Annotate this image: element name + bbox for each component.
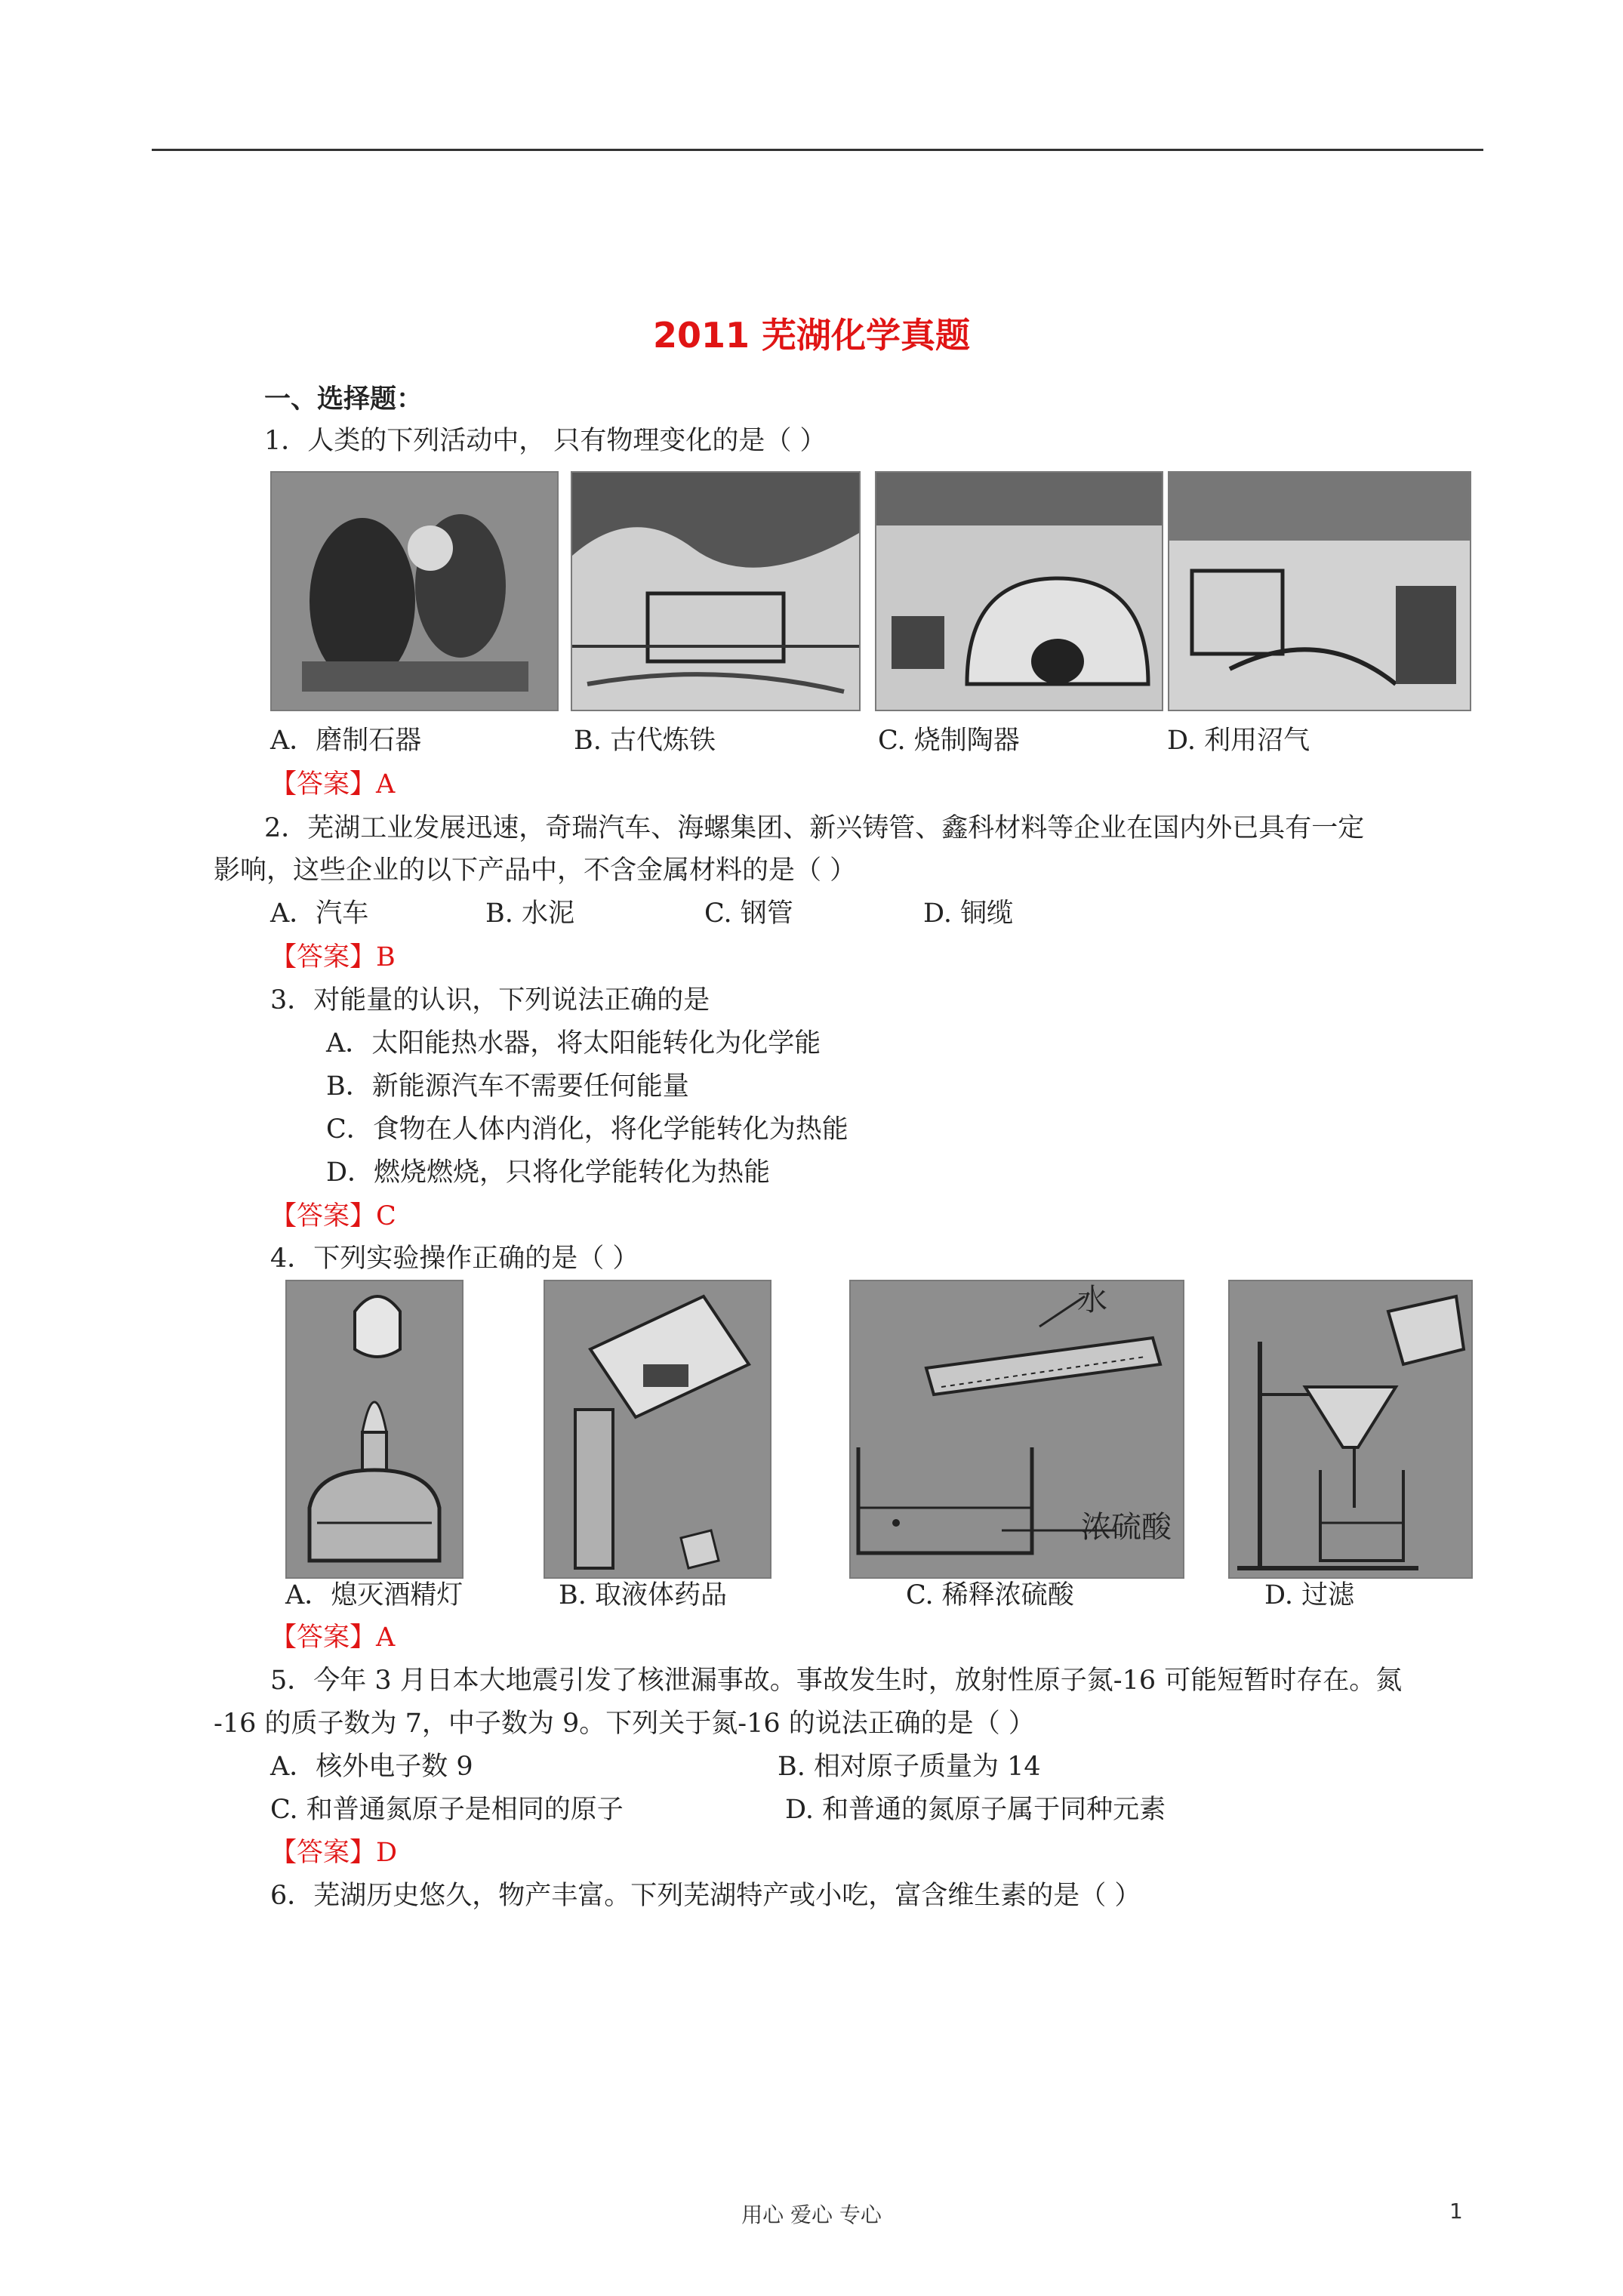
q1-stem: 1．人类的下列活动中， 只有物理变化的是（ ） <box>264 426 827 456</box>
q4-stem: 4．下列实验操作正确的是（ ） <box>270 1244 639 1274</box>
q1-image-b <box>571 471 861 711</box>
q4-option-b: B. 取液体药品 <box>559 1580 727 1610</box>
q2-stem-line2: 影响，这些企业的以下产品中，不含金属材料的是（ ） <box>214 855 857 886</box>
q5-stem-line2: -16 的质子数为 7，中子数为 9。下列关于氮-16 的说法正确的是（ ） <box>214 1709 1035 1739</box>
q3-option-d: D．燃烧燃烧，只将化学能转化为热能 <box>326 1157 771 1188</box>
q5-option-a: A．核外电子数 9 <box>270 1752 473 1782</box>
q1-answer: 【答案】A <box>270 769 396 800</box>
q4-image-a-alcohol-lamp <box>285 1280 463 1579</box>
q4-answer: 【答案】A <box>270 1623 396 1653</box>
q2-option-c: C. 钢管 <box>704 898 793 929</box>
q3-option-a: A．太阳能热水器，将太阳能转化为化学能 <box>326 1028 821 1059</box>
q3-option-c: C．食物在人体内消化，将化学能转化为热能 <box>326 1114 848 1145</box>
q2-option-d: D. 铜缆 <box>923 898 1014 929</box>
q4-option-d: D. 过滤 <box>1264 1580 1355 1610</box>
q4-option-a: A．熄灭酒精灯 <box>285 1580 463 1610</box>
q5-answer: 【答案】D <box>270 1838 398 1868</box>
q4-image-d-filtration <box>1228 1280 1473 1579</box>
q3-answer: 【答案】C <box>270 1201 396 1231</box>
q1-option-d: D. 利用沼气 <box>1167 726 1310 756</box>
header-rule <box>152 149 1483 151</box>
q1-option-c: C. 烧制陶器 <box>878 726 1020 756</box>
q3-option-b: B．新能源汽车不需要任何能量 <box>326 1071 689 1102</box>
q1-image-a <box>270 471 559 711</box>
figure-label-acid: 浓硫酸 <box>1081 1510 1172 1545</box>
q1-option-a: A．磨制石器 <box>270 726 422 756</box>
q1-image-c <box>875 471 1163 711</box>
q2-answer: 【答案】B <box>270 942 396 972</box>
q4-option-c: C. 稀释浓硫酸 <box>906 1580 1074 1610</box>
q5-stem-line1: 5．今年 3 月日本大地震引发了核泄漏事故。事故发生时，放射性原子氮-16 可能短暂时存在。氮 <box>270 1666 1403 1696</box>
q4-image-c-dilute-acid <box>849 1280 1184 1579</box>
page-number: 1 <box>1449 2199 1463 2224</box>
q6-stem: 6．芜湖历史悠久，物产丰富。下列芜湖特产或小吃，富含维生素的是（ ） <box>270 1881 1141 1911</box>
q1-image-d <box>1168 471 1471 711</box>
q5-option-c: C. 和普通氮原子是相同的原子 <box>270 1795 624 1825</box>
footer-motto: 用心 爱心 专心 <box>741 2202 882 2227</box>
q2-option-b: B. 水泥 <box>485 898 574 929</box>
section-heading: 一、选择题： <box>264 384 423 415</box>
q2-option-a: A．汽车 <box>270 898 369 929</box>
q4-image-b-pour-liquid <box>544 1280 771 1579</box>
figure-label-water: 水 <box>1077 1283 1107 1318</box>
q2-stem-line1: 2．芜湖工业发展迅速，奇瑞汽车、海螺集团、新兴铸管、鑫科材料等企业在国内外已具有一定 <box>264 813 1365 843</box>
page-title: 2011 芜湖化学真题 <box>652 315 971 356</box>
q1-option-b: B. 古代炼铁 <box>574 726 716 756</box>
q5-option-d: D. 和普通的氮原子属于同种元素 <box>785 1795 1166 1825</box>
q5-option-b: B. 相对原子质量为 14 <box>778 1752 1041 1782</box>
q3-stem: 3．对能量的认识，下列说法正确的是 <box>270 985 710 1015</box>
